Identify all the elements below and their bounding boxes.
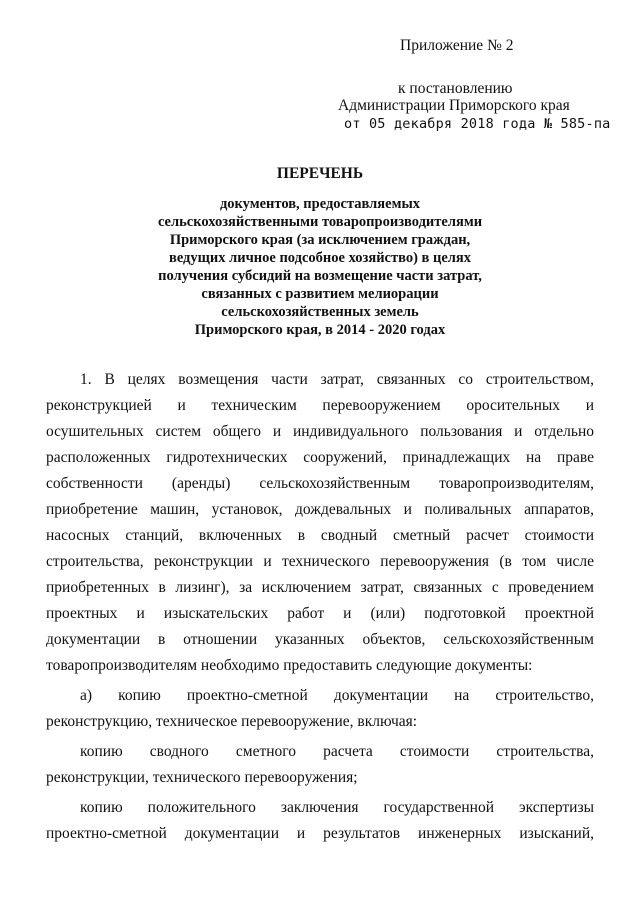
body-line: осушительных систем общего и индивидуального пользования и отдельно xyxy=(46,423,594,440)
body-line: товаропроизводителям необходимо предоставить следующие документы: xyxy=(46,657,533,674)
subtitle-line: связанных с развитием мелиорации xyxy=(201,286,439,302)
subtitle-line: Приморского края (за исключением граждан, xyxy=(169,232,471,248)
appendix-to-resolution: к постановлению xyxy=(398,80,513,97)
body-line: копию положительного заключения государственной экспертизы xyxy=(80,799,594,816)
body-line: реконструкцией и техническим перевооружением оросительных и xyxy=(46,397,594,414)
body-line: реконструкцию, техническое перевооружение, включая: xyxy=(46,713,418,730)
body-line: проектных и изыскательских работ и (или) подготовкой проектной xyxy=(46,605,594,622)
body-line: строительства, реконструкции и технического перевооружения (в том числе xyxy=(46,553,594,570)
body-line: 1. В целях возмещения части затрат, связанных со строительством, xyxy=(80,371,594,388)
body-line: приобретенных в лизинг), за исключением затрат, связанных с проведением xyxy=(46,579,594,596)
body-line: собственности (аренды) сельскохозяйственным товаропроизводителям, xyxy=(46,475,594,492)
subtitle-line: сельскохозяйственными товаропроизводителями xyxy=(157,214,483,230)
subtitle-line: ведущих личное подсобное хозяйство) в целях xyxy=(168,250,472,266)
body-line: реконструкции, технического перевооружения; xyxy=(46,769,358,786)
body-line: документации в отношении указанных объектов, сельскохозяйственным xyxy=(46,631,594,648)
page-title: ПЕРЕЧЕНЬ xyxy=(276,165,364,182)
body-line: копию сводного сметного расчета стоимости строительства, xyxy=(80,743,594,760)
appendix-administration: Администрации Приморского края xyxy=(338,97,570,114)
body-line: насосных станций, включенных в сводный сметный расчет стоимости xyxy=(46,527,594,544)
appendix-date-number: от 05 декабря 2018 года № 585-па xyxy=(344,116,611,132)
subtitle-line: документов, предоставляемых xyxy=(219,196,421,212)
subtitle-line: сельскохозяйственных земель xyxy=(221,304,419,320)
body-line: а) копию проектно-сметной документации на строительство, xyxy=(80,687,594,704)
subtitle-line: Приморского края, в 2014 - 2020 годах xyxy=(194,322,446,338)
body-line: проектно-сметной документации и результатов инженерных изысканий, xyxy=(46,825,594,842)
appendix-label: Приложение № 2 xyxy=(400,37,514,54)
body-line: приобретение машин, установок, дождевальных и поливальных аппаратов, xyxy=(46,501,594,518)
body-line: расположенных гидротехнических сооружений, принадлежащих на праве xyxy=(46,449,594,466)
subtitle-line: получения субсидий на возмещение части затрат, xyxy=(158,268,482,284)
